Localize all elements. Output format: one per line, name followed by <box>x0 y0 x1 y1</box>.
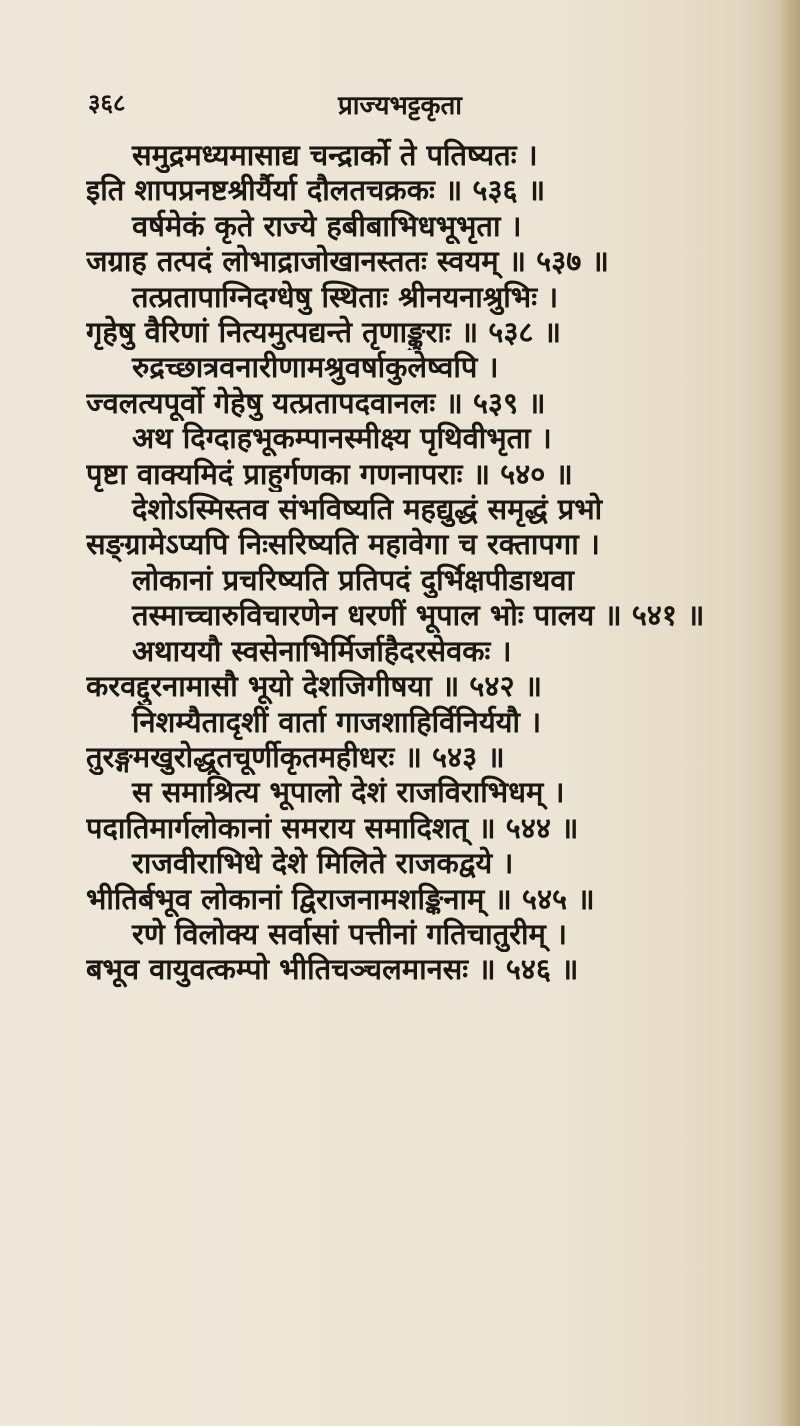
verse-line: वर्षमेकं कृते राज्ये हबीबाभिधभूभृता । <box>132 208 522 243</box>
verse-line: अथाययौ स्वसेनाभिर्मिर्जाहैदरसेवकः । <box>132 633 512 668</box>
verse-body <box>86 138 776 988</box>
verse-line: गृहेषु वैरिणां नित्यमुत्पद्यन्ते तृणाङ्कुराः ॥ ५३८ ॥ <box>86 315 561 350</box>
verse-line: पृष्टा वाक्यमिदं प्राहुर्गणका गणनापराः ॥ ५४० ॥ <box>86 456 573 491</box>
verse-line: लोकानां प्रचरिष्यति प्रतिपदं दुर्भिक्षपीडाथवा <box>132 562 574 597</box>
verse-line: रणे विलोक्य सर्वासां पत्तीनां गतिचातुरीम् । <box>132 916 567 951</box>
page-number: ३६८ <box>88 88 126 117</box>
verse-line: समुद्रमध्यमासाद्य चन्द्रार्को ते पतिष्यतः । <box>132 138 538 172</box>
verse-line: राजवीराभिधे देशे मिलिते राजकद्वये । <box>132 846 514 881</box>
verse-line: अथ दिग्दाहभूकम्पानस्मीक्ष्य पृथिवीभृता । <box>132 421 552 456</box>
verse-line: भीतिर्बभूव लोकानां द्विराजनामशङ्किनाम् ॥ ५४५ ॥ <box>86 881 595 916</box>
page-edge-shadow <box>778 0 800 1426</box>
verse-line: तुरङ्गमखुरोद्धूतचूर्णीकृतमहीधरः ॥ ५४३ ॥ <box>86 739 505 774</box>
verse-line: जग्राह तत्पदं लोभाद्राजोखानस्ततः स्वयम् ॥ ५३७ ॥ <box>86 244 609 279</box>
verse-line: करवद्दुरनामासौ भूयो देशजिगीषया ॥ ५४२ ॥ <box>86 669 542 704</box>
page-header <box>0 0 800 120</box>
running-title: प्राज्यभट्टकृता <box>338 91 462 121</box>
verse-line: निशम्यैतादृशीं वार्ता गाजशाहिर्विनिर्ययौ । <box>132 704 542 739</box>
verse-line: ज्वलत्यपूर्वो गेहेषु यत्प्रतापदवानलः ॥ ५३९ ॥ <box>86 385 546 420</box>
verse-line: पदातिमार्गलोकानां समराय समादिशत् ॥ ५४४ ॥ <box>86 810 579 845</box>
verse-line: बभूव वायुवत्कम्पो भीतिचञ्चलमानसः ॥ ५४६ ॥ <box>86 952 579 987</box>
verse-line: देशोऽस्मिस्तव संभविष्यति महद्युद्धं समृद्धं प्रभो <box>132 492 603 527</box>
verse-line: सङ्ग्रामेऽप्यपि निःसरिष्यति महावेगा च रक्तापगा । <box>86 527 600 562</box>
verse-line: इति शापप्रनष्टश्रीर्यैर्या दौलतचक्रकः ॥ ५३६ ॥ <box>86 173 546 208</box>
verse-line: स समाश्रित्य भूपालो देशं राजविराभिधम् । <box>132 775 565 810</box>
verse-line: तस्माच्चारुविचारणेन धरणीं भूपाल भोः पालय ॥ ५४१ ॥ <box>132 598 705 633</box>
verse-line: तत्प्रतापाग्निदग्धेषु स्थिताः श्रीनयनाश्रुभिः । <box>132 279 559 314</box>
verse-line: रुद्रच्छात्रवनारीणामश्रुवर्षाकुलेष्वपि । <box>132 350 499 385</box>
